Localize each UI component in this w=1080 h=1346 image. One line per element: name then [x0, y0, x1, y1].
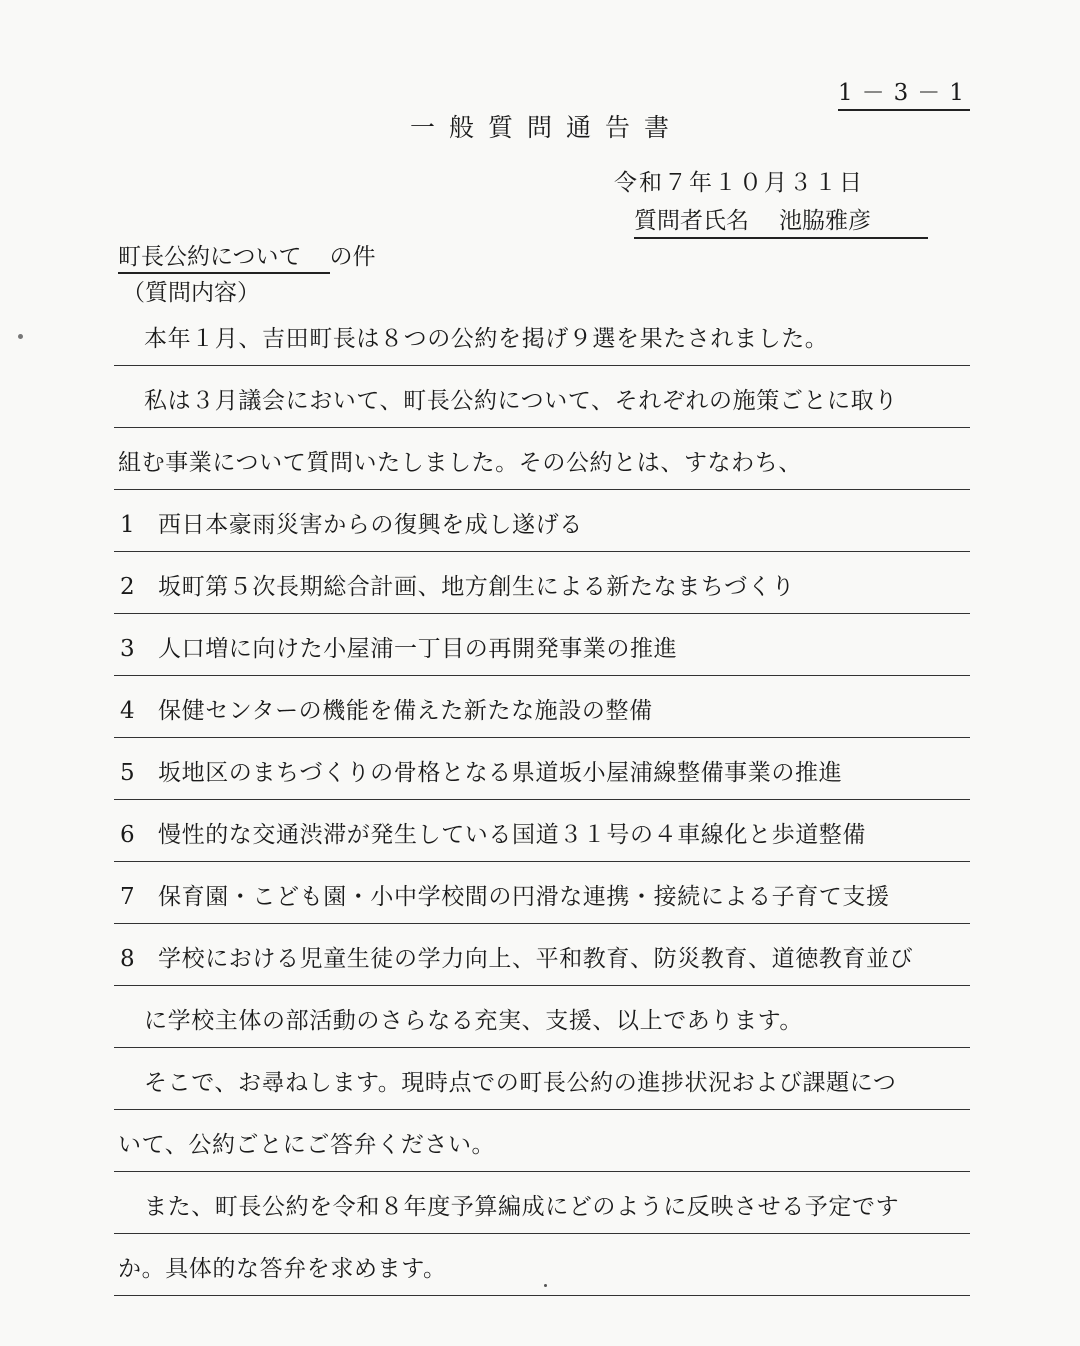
pledge-text: 慢性的な交通渋滞が発生している国道３１号の４車線化と歩道整備: [158, 822, 866, 848]
pledge-number: 2: [120, 574, 136, 600]
pledge-text: 保健センターの機能を備えた新たな施設の整備: [158, 698, 653, 724]
subject-suffix: の件: [329, 244, 376, 270]
line-text: に学校主体の部活動のさらなる充実、支援、以上であります。: [144, 1008, 803, 1034]
text-line: [114, 304, 970, 366]
document-title: 一般質問通告書: [410, 113, 684, 142]
asker-name: 池脇雅彦: [779, 208, 871, 234]
pledge-text: 坂町第５次長期総合計画、地方創生による新たなまちづくり: [158, 574, 795, 600]
pledge-number: 6: [120, 822, 136, 848]
text-line: [114, 428, 970, 490]
pledge-item: [114, 676, 970, 738]
asker-block: [634, 202, 928, 239]
pledge-number: 4: [120, 698, 136, 724]
text-line: [114, 986, 970, 1048]
document-number: 1－3－1: [838, 74, 970, 111]
pledge-item: [114, 614, 970, 676]
pledge-item: [114, 924, 970, 986]
line-text: か。具体的な答弁を求めます。: [118, 1256, 447, 1282]
pledge-text: 保育園・こども園・小中学校間の円滑な連携・接続による子育て支援: [158, 884, 890, 910]
pledge-item: [114, 800, 970, 862]
subject-line: [118, 238, 376, 274]
line-text: いて、公約ごとにご答弁ください。: [118, 1132, 496, 1158]
line-text: また、町長公約を令和８年度予算編成にどのように反映させる予定です: [144, 1194, 900, 1220]
text-line: [114, 1234, 970, 1296]
text-line: [114, 1048, 970, 1110]
document-date: 令和７年１０月３１日: [614, 170, 864, 196]
text-line: [114, 366, 970, 428]
subject-topic: 町長公約について: [118, 238, 330, 274]
text-line: [114, 1110, 970, 1172]
line-text: 私は３月議会において、町長公約について、それぞれの施策ごとに取り: [144, 388, 898, 414]
pledge-number: 3: [120, 636, 136, 662]
asker-label: 質問者氏名: [634, 208, 749, 234]
pledge-text: 学校における児童生徒の学力向上、平和教育、防災教育、道徳教育並び: [158, 946, 914, 972]
line-text: 組む事業について質問いたしました。その公約とは、すなわち、: [118, 450, 802, 476]
pledge-number: 7: [120, 884, 136, 910]
pledge-number: 8: [120, 946, 136, 972]
line-text: 本年１月、吉田町長は８つの公約を掲げ９選を果たされました。: [144, 326, 829, 352]
pledge-number: 1: [120, 512, 136, 538]
content-label: （質問内容）: [122, 280, 260, 306]
pledge-number: 5: [120, 760, 136, 786]
pledge-text: 人口増に向けた小屋浦一丁目の再開発事業の推進: [158, 636, 678, 662]
scan-speck: [18, 334, 23, 339]
line-text: そこで、お尋ねします。現時点での町長公約の進捗状況および課題につ: [144, 1070, 897, 1096]
pledge-item: [114, 738, 970, 800]
pledge-item: [114, 862, 970, 924]
pledge-text: 坂地区のまちづくりの骨格となる県道坂小屋浦線整備事業の推進: [158, 760, 843, 786]
pledge-text: 西日本豪雨災害からの復興を成し遂げる: [158, 512, 583, 538]
pledge-item: [114, 490, 970, 552]
text-line: [114, 1172, 970, 1234]
pledge-item: [114, 552, 970, 614]
